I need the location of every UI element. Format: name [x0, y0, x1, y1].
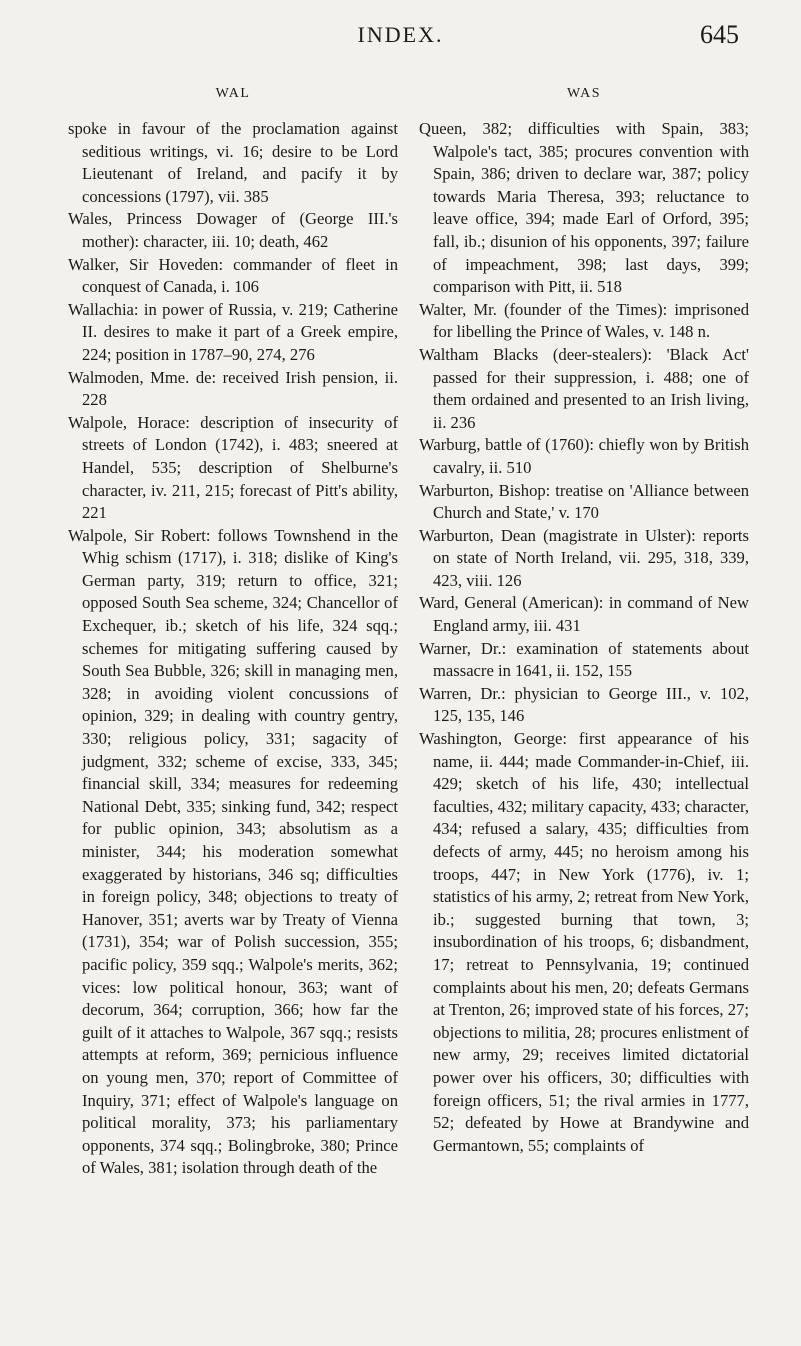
index-entry: Walpole, Horace: description of insecurity of streets of London (1742), i. 483; sneered at Handel, 535; description of Shelburne's character, iv. 211, 215; forecast of Pitt's ability, 221	[68, 412, 398, 523]
index-entry: Walpole, Sir Robert: follows Townshend in the Whig schism (1717), i. 318; dislike of King's German party, 319; return to office, 321; opposed South Sea scheme, 324; Chancellor of Exchequer, ib.; sketch of his life, 324 sqq.; schemes for mitigating suffering caused by South Sea Bubble, 326; skill in managing men, 328; in avoiding violent concussions of opinion, 329; in dealing with country gentry, 330; religious policy, 331; sagacity of judgment, 332; scheme of excise, 333, 345; financial skill, 334; measures for redeeming National Debt, 335; sinking fund, 342; respect for public opinion, 343; absolutism as a minister, 344; his moderation somewhat exaggerated by historians, 346 sq; difficulties in foreign policy, 348; objections to treaty of Hanover, 351; averts war by Treaty of Vienna (1731), 354; war of Polish succession, 355; pacific policy, 359 sqq.; Walpole's merits, 362; vices: low political honour, 363; want of decorum, 364; corruption, 366; how far the guilt of it attaches to Walpole, 367 sqq.; resists attempts at reform, 369; pernicious influence on young men, 370; report of Committee of Inquiry, 371; effect of Walpole's language on political morality, 373; his parliamentary opponents, 374 sqq.; Bolingbroke, 380; Prince of Wales, 381; isolation through death of the	[68, 525, 398, 1178]
index-entry: Warner, Dr.: examination of statements about massacre in 1641, ii. 152, 155	[419, 638, 749, 681]
index-entry: Wallachia: in power of Russia, v. 219; Catherine II. desires to make it part of a Greek empire, 224; position in 1787–90, 274, 276	[68, 299, 398, 364]
page-header	[0, 22, 801, 52]
left-column	[68, 86, 398, 1180]
index-entry: Washington, George: first appearance of his name, ii. 444; made Commander-in-Chief, iii. 429; sketch of his life, 430; intellectual faculties, 432; military capacity, 433; character, 434; refused a salary, 435; difficulties from defects of army, 445; no heroism among his troops, 447; in New York (1776), iv. 1; statistics of his army, 2; retreat from New York, ib.; suggested burning that town, 3; insubordination of his troops, 6; disbandment, 17; retreat to Pennsylvania, 19; continued complaints about his men, 20; defeats Germans at Trenton, 26; improved state of his forces, 27; objections to militia, 28; procures enlistment of new army, 29; receives limited dictatorial power over his officers, 30; difficulties with foreign officers, 51; the rival armies in 1777, 52; defeated by Howe at Brandywine and Germantown, 55; complaints of	[419, 729, 749, 1155]
page-number: 645	[700, 20, 739, 49]
index-entry: Warburg, battle of (1760): chiefly won by British cavalry, ii. 510	[419, 435, 749, 477]
index-entry: Warren, Dr.: physician to George III., v. 102, 125, 135, 146	[419, 683, 749, 726]
index-entry: Warburton, Bishop: treatise on 'Alliance between Church and State,' v. 170	[419, 480, 749, 523]
right-column	[419, 86, 749, 1157]
index-entry: Queen, 382; difficulties with Spain, 383; Walpole's tact, 385; procures convention with Spain, 386; driven to declare war, 387; policy towards Maria Theresa, 393; reluctance to leave office, 394; made Earl of Orford, 395; fall, ib.; disunion of his opponents, 397; failure of impeachment, 398; last days, 399; comparison with Pitt, ii. 518	[419, 119, 749, 297]
index-entry: Ward, General (American): in command of New England army, iii. 431	[419, 593, 749, 636]
guide-word-right: WAS	[566, 86, 602, 101]
running-title: INDEX.	[357, 22, 444, 47]
index-entry: Walker, Sir Hoveden: commander of fleet in conquest of Canada, i. 106	[68, 254, 398, 297]
entry-list-right	[419, 118, 749, 1157]
guide-word-left: WAL	[215, 86, 251, 101]
index-entry: spoke in favour of the proclamation against seditious writings, vi. 16; desire to be Lord Lieutenant of Ireland, and pacify it by concessions (1797), vii. 385	[68, 119, 398, 206]
entry-list-left	[68, 118, 398, 1180]
index-entry: Waltham Blacks (deer-stealers): 'Black Act' passed for their suppression, i. 488; one of them ordained and presented to an Irish living, ii. 236	[419, 344, 749, 432]
index-entry: Warburton, Dean (magistrate in Ulster): reports on state of North Ireland, vii. 295, 318, 339, 423, viii. 126	[419, 525, 749, 590]
index-entry: Wales, Princess Dowager of (George III.'s mother): character, iii. 10; death, 462	[68, 209, 398, 251]
index-entry: Walmoden, Mme. de: received Irish pension, ii. 228	[68, 367, 398, 410]
index-entry: Walter, Mr. (founder of the Times): imprisoned for libelling the Prince of Wales, v. 148 n.	[419, 299, 749, 342]
